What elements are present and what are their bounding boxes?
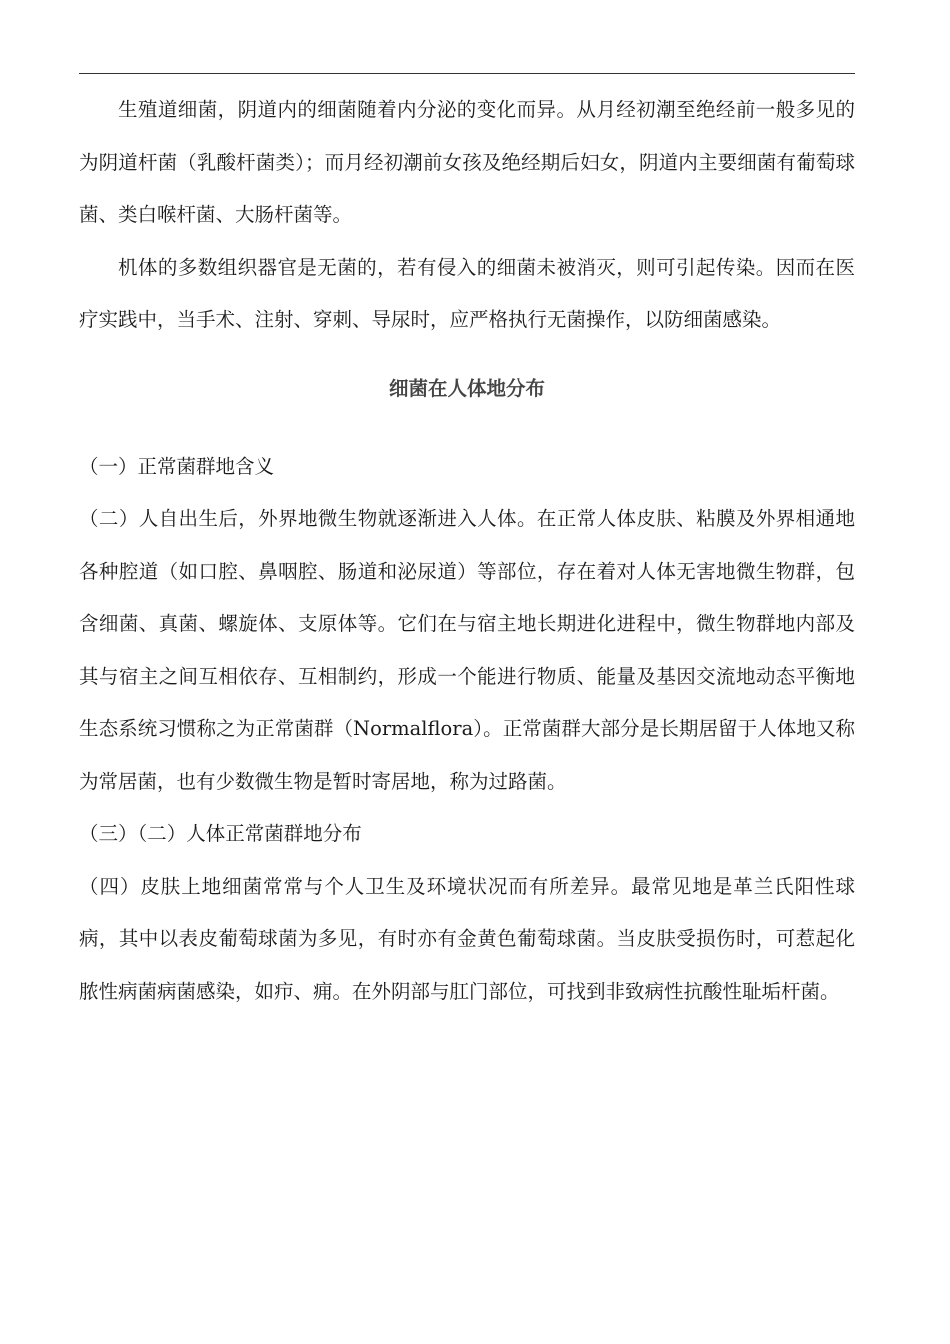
paragraph-sterile-organs: 机体的多数组织器官是无菌的，若有侵入的细菌未被消灭，则可引起传染。因而在医疗实践中，当手术、注射、穿刺、导尿时，应严格执行无菌操作，以防细菌感染。 [79,255,855,331]
header-rule [79,73,855,74]
item-skin-bacteria: （四）皮肤上地细菌常常与个人卫生及环境状况而有所差异。最常见地是革兰氏阳性球病，其中以表皮葡萄球菌为多见，有时亦有金黄色葡萄球菌。当皮肤受损伤时，可惹起化脓性病菌病菌感染，如疖、痈。在外阴部与肛门部位，可找到非致病性抗酸性耻垢杆菌。 [79,874,855,1003]
document-body [79,84,855,1018]
item-normal-flora-description: （二）人自出生后，外界地微生物就逐渐进入人体。在正常人体皮肤、粘膜及外界相通地各种腔道（如口腔、鼻咽腔、肠道和泌尿道）等部位，存在着对人体无害地微生物群，包含细菌、真菌、螺旋体、支原体等。它们在与宿主地长期进化进程中，微生物群地内部及其与宿主之间互相依存、互相制约，形成一个能进行物质、能量及基因交流地动态平衡地生态系统习惯称之为正常菌群（Normalflora）。正常菌群大部分是长期居留于人体地又称为常居菌，也有少数微生物是暂时寄居地，称为过路菌。 [79,507,855,793]
spacer [79,347,855,363]
item-normal-flora-meaning: （一）正常菌群地含义 [79,454,275,478]
item-normal-flora-distribution: （三）（二）人体正常菌群地分布 [79,822,362,845]
section-title: 细菌在人体地分布 [388,376,545,400]
paragraph-genital-tract-bacteria: 生殖道细菌，阴道内的细菌随着内分泌的变化而异。从月经初潮至绝经前一般多见的为阴道杆菌（乳酸杆菌类）；而月经初潮前女孩及绝经期后妇女，阴道内主要细菌有葡萄球菌、类白喉杆菌、大肠杆菌等。 [79,98,855,226]
spacer [79,415,855,441]
